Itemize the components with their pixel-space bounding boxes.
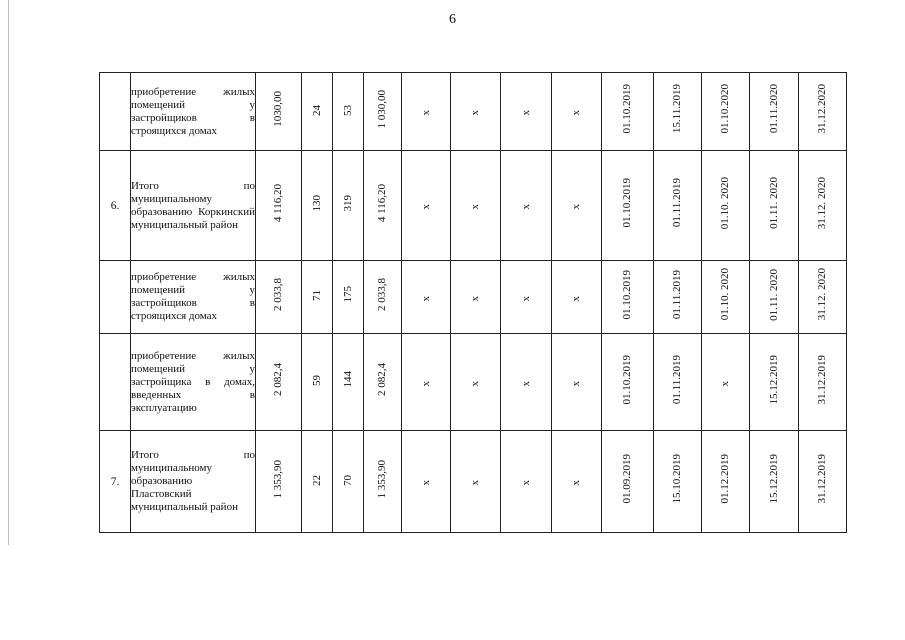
mark-cell	[552, 261, 602, 334]
date: 01.10.2019	[621, 269, 633, 320]
value: 144	[341, 371, 354, 388]
page-edge-rule	[8, 0, 9, 545]
date: 01.11. 2020	[767, 268, 780, 321]
value-cell	[302, 73, 333, 151]
date: 15.12.2019	[767, 354, 780, 405]
value-cell	[364, 73, 402, 151]
date-cell	[654, 151, 702, 261]
mark-cell	[501, 151, 552, 261]
date-cell	[750, 73, 799, 151]
date: 01.10.2019	[621, 84, 633, 134]
row-number	[100, 73, 131, 151]
mark-cell	[451, 151, 501, 261]
table-row	[100, 151, 847, 261]
value: 22	[310, 474, 323, 486]
date: 31.12. 2020	[816, 176, 828, 230]
row-name: приобретение жилых помещений у застройщиков в строящихся домах	[131, 261, 256, 334]
date: 01.11.2020	[767, 84, 780, 134]
date-cell	[654, 334, 702, 431]
date: 01.11.2019	[671, 269, 683, 320]
date-cell	[602, 431, 654, 533]
value-cell	[364, 431, 402, 533]
date: 01.10. 2020	[719, 268, 731, 321]
value-cell	[333, 73, 364, 151]
value-cell	[364, 334, 402, 431]
date-cell	[750, 261, 799, 334]
value-cell	[333, 431, 364, 533]
mark-cell	[501, 431, 552, 533]
row-number: 7.	[100, 431, 131, 533]
value-cell	[256, 334, 302, 431]
date: 01.10. 2020	[719, 176, 731, 230]
date: 15.10.2019	[671, 454, 683, 504]
value: 175	[341, 286, 354, 303]
value: 4 116,20	[376, 183, 388, 223]
date-cell	[702, 73, 750, 151]
date-cell	[702, 261, 750, 334]
date-cell	[654, 261, 702, 334]
date: 01.10.2020	[719, 84, 731, 134]
mark-cell	[552, 431, 602, 533]
mark: х	[419, 295, 432, 301]
mark: х	[419, 204, 432, 210]
value: 1 353,90	[376, 459, 388, 499]
value: 1 353,90	[272, 459, 284, 499]
value: 2 082,4	[376, 363, 388, 396]
value: 1030,00	[272, 91, 284, 127]
mark-cell	[501, 73, 552, 151]
mark: х	[419, 480, 432, 486]
value: 24	[310, 104, 323, 116]
date: 15.12.2019	[767, 454, 780, 504]
mark: х	[519, 380, 532, 386]
value-cell	[302, 151, 333, 261]
value-cell	[364, 151, 402, 261]
mark: х	[570, 380, 582, 386]
date-cell	[602, 334, 654, 431]
table-body	[100, 73, 847, 533]
mark: х	[469, 110, 481, 116]
value-cell	[256, 261, 302, 334]
value: 70	[341, 474, 354, 486]
mark: х	[570, 110, 582, 116]
date-cell	[702, 334, 750, 431]
page-number: 6	[449, 12, 456, 27]
date-cell	[799, 73, 847, 151]
mark-cell	[451, 261, 501, 334]
value-cell	[256, 151, 302, 261]
table-row	[100, 431, 847, 533]
date-cell	[799, 334, 847, 431]
value-cell	[302, 334, 333, 431]
value: 71	[310, 290, 323, 301]
date-cell	[750, 151, 799, 261]
mark-cell	[451, 431, 501, 533]
date: 01.10.2019	[621, 354, 633, 405]
mark: х	[570, 295, 582, 301]
mark-cell	[552, 73, 602, 151]
mark-cell	[402, 334, 451, 431]
value: 319	[341, 194, 354, 212]
row-name: приобретение жилых помещений у застройщика в домах, введенных в эксплуатацию	[131, 334, 256, 431]
value: 130	[310, 194, 323, 212]
date: 31.12.2019	[816, 354, 828, 405]
mark-cell	[402, 151, 451, 261]
value-cell	[256, 73, 302, 151]
mark: х	[419, 110, 432, 116]
mark: х	[469, 295, 481, 301]
mark-cell	[402, 431, 451, 533]
value-cell	[333, 261, 364, 334]
row-number: 6.	[100, 151, 131, 261]
date: 31.12.2020	[816, 84, 828, 134]
date: 01.12.2019	[719, 454, 731, 504]
date-cell	[602, 73, 654, 151]
date-cell	[750, 334, 799, 431]
row-number	[100, 261, 131, 334]
date: 15.11.2019	[671, 84, 683, 134]
value-cell	[333, 151, 364, 261]
mark-cell	[552, 151, 602, 261]
value: 4 116,20	[272, 183, 284, 223]
mark-cell	[451, 73, 501, 151]
value-cell	[333, 334, 364, 431]
value-cell	[302, 261, 333, 334]
mark: х	[570, 204, 582, 210]
mark: х	[469, 204, 481, 210]
date: х	[719, 380, 731, 386]
value: 1 030,00	[376, 89, 388, 129]
date: 01.11.2019	[671, 354, 683, 405]
mark-cell	[501, 334, 552, 431]
date-cell	[602, 151, 654, 261]
date: 01.09.2019	[621, 454, 633, 504]
date-cell	[654, 73, 702, 151]
date-cell	[702, 151, 750, 261]
mark: х	[519, 480, 532, 486]
date-cell	[799, 151, 847, 261]
row-name: приобретение жилых помещений у застройщиков в строящихся домах	[131, 73, 256, 151]
date: 31.12.2019	[816, 454, 828, 504]
value: 2 033,8	[272, 278, 284, 311]
mark: х	[469, 380, 481, 386]
table-row	[100, 73, 847, 151]
mark-cell	[402, 73, 451, 151]
mark-cell	[501, 261, 552, 334]
row-name: Итого по муниципальному образованию Пластовский муниципальный район	[131, 431, 256, 533]
date: 31.12. 2020	[816, 268, 828, 321]
date: 01.10.2019	[621, 178, 633, 228]
mark-cell	[451, 334, 501, 431]
program-table	[99, 72, 847, 533]
table-row	[100, 334, 847, 431]
table-row	[100, 261, 847, 334]
mark: х	[469, 480, 481, 486]
mark-cell	[552, 334, 602, 431]
mark-cell	[402, 261, 451, 334]
row-number	[100, 334, 131, 431]
date-cell	[702, 431, 750, 533]
mark: х	[519, 295, 532, 301]
row-name: Итого по муниципальному образованию Коркинский муниципальный район	[131, 151, 256, 261]
mark: х	[519, 204, 532, 210]
value-cell	[256, 431, 302, 533]
value-cell	[364, 261, 402, 334]
date-cell	[750, 431, 799, 533]
date: 01.11. 2020	[767, 177, 780, 229]
value-cell	[302, 431, 333, 533]
mark: х	[570, 480, 582, 486]
date-cell	[602, 261, 654, 334]
date: 01.11.2019	[671, 178, 683, 228]
value: 59	[310, 375, 323, 386]
date-cell	[654, 431, 702, 533]
mark: х	[519, 110, 532, 116]
date-cell	[799, 431, 847, 533]
value: 2 033,8	[376, 278, 388, 311]
value: 53	[341, 104, 354, 116]
mark: х	[419, 380, 432, 386]
value: 2 082,4	[272, 363, 284, 396]
date-cell	[799, 261, 847, 334]
